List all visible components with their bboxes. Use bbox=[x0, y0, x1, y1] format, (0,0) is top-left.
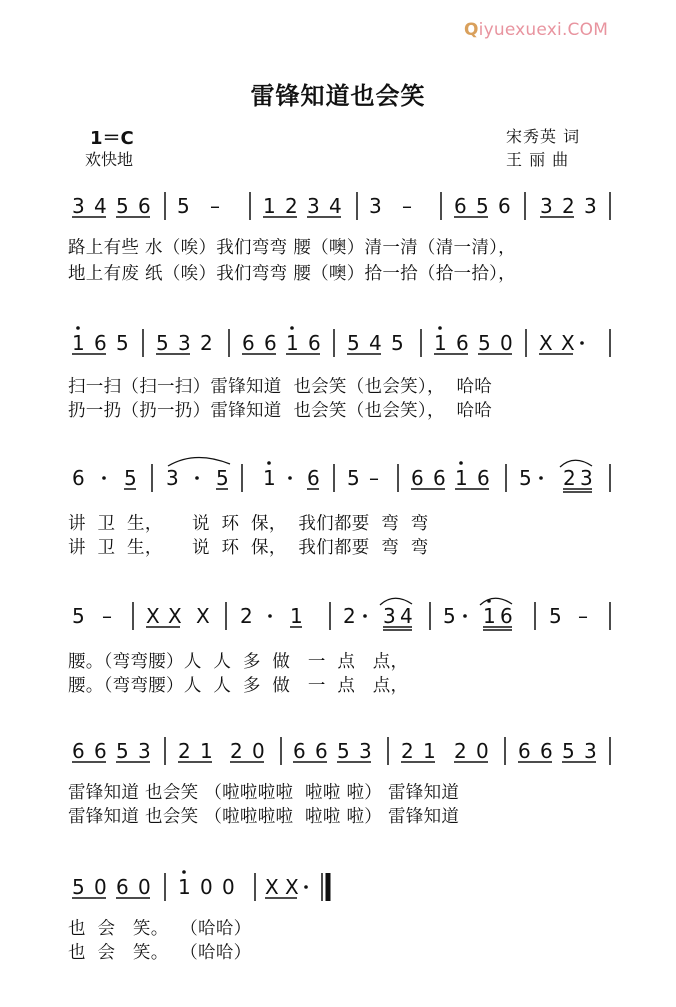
svg-text:6: 6 bbox=[500, 604, 513, 628]
svg-text:3: 3 bbox=[584, 194, 597, 218]
svg-text:5: 5 bbox=[116, 331, 129, 355]
score-system-3 bbox=[0, 458, 676, 598]
svg-text:X: X bbox=[561, 331, 575, 355]
svg-text:1: 1 bbox=[434, 331, 447, 355]
lyricist-credit: 宋秀英 词 bbox=[506, 127, 581, 146]
notation-line-6 bbox=[0, 867, 676, 907]
svg-text:5: 5 bbox=[443, 604, 456, 628]
svg-text:3: 3 bbox=[138, 739, 151, 763]
svg-text:6: 6 bbox=[72, 466, 85, 490]
measure-5 bbox=[434, 326, 513, 355]
measure-6 bbox=[539, 331, 584, 355]
svg-text:3: 3 bbox=[383, 604, 396, 628]
svg-text:6: 6 bbox=[411, 466, 424, 490]
svg-text:6: 6 bbox=[454, 194, 467, 218]
svg-text:6: 6 bbox=[138, 194, 151, 218]
svg-text:0: 0 bbox=[476, 739, 489, 763]
watermark-q: Q bbox=[464, 20, 479, 40]
svg-text:5: 5 bbox=[116, 194, 129, 218]
svg-text:5: 5 bbox=[549, 604, 562, 628]
svg-text:–: – bbox=[578, 604, 588, 628]
svg-text:–: – bbox=[210, 194, 220, 218]
svg-text:0: 0 bbox=[94, 875, 107, 899]
svg-text:3: 3 bbox=[369, 194, 382, 218]
svg-text:X: X bbox=[539, 331, 553, 355]
svg-text:2: 2 bbox=[240, 604, 253, 628]
svg-text:5: 5 bbox=[391, 331, 404, 355]
measure-6 bbox=[540, 194, 597, 218]
svg-text:5: 5 bbox=[177, 194, 190, 218]
svg-text:1: 1 bbox=[178, 875, 191, 899]
svg-text:5: 5 bbox=[519, 466, 532, 490]
lyric-verse-2: 雷锋知道 也会笑 （啦啦啦啦 啦啦 啦） 雷锋知道 bbox=[68, 807, 460, 827]
svg-text:3: 3 bbox=[166, 466, 179, 490]
svg-text:–: – bbox=[102, 604, 112, 628]
score-system-2 bbox=[0, 323, 676, 463]
svg-text:1: 1 bbox=[455, 466, 468, 490]
measure-1 bbox=[72, 194, 151, 218]
svg-text:3: 3 bbox=[584, 739, 597, 763]
notation-line-3 bbox=[0, 458, 676, 498]
svg-text:6: 6 bbox=[307, 466, 320, 490]
svg-text:5: 5 bbox=[216, 466, 229, 490]
svg-text:6: 6 bbox=[540, 739, 553, 763]
svg-text:6: 6 bbox=[264, 331, 277, 355]
svg-text:3: 3 bbox=[307, 194, 320, 218]
svg-text:0: 0 bbox=[138, 875, 151, 899]
svg-text:2: 2 bbox=[178, 739, 191, 763]
score-system-1 bbox=[0, 186, 676, 326]
svg-text:6: 6 bbox=[477, 466, 490, 490]
svg-text:1: 1 bbox=[290, 604, 303, 628]
svg-text:0: 0 bbox=[222, 875, 235, 899]
lyric-verse-2: 地上有废 纸（唉）我们弯弯 腰（噢）拾一拾（拾一拾）， bbox=[68, 264, 516, 284]
svg-text:6: 6 bbox=[94, 331, 107, 355]
svg-text:X: X bbox=[168, 604, 182, 628]
svg-text:5: 5 bbox=[347, 331, 360, 355]
svg-text:1: 1 bbox=[263, 466, 276, 490]
svg-text:6: 6 bbox=[518, 739, 531, 763]
svg-text:2: 2 bbox=[200, 331, 213, 355]
svg-text:5: 5 bbox=[478, 331, 491, 355]
measure-2 bbox=[178, 870, 235, 899]
lyric-verse-1: 腰。（弯弯腰）人 人 多 做 一 点 点， bbox=[68, 652, 409, 672]
svg-text:2: 2 bbox=[401, 739, 414, 763]
measure-3 bbox=[242, 326, 321, 355]
svg-text:6: 6 bbox=[242, 331, 255, 355]
svg-text:–: – bbox=[369, 466, 379, 490]
measure-5 bbox=[518, 739, 597, 763]
svg-text:4: 4 bbox=[369, 331, 382, 355]
svg-text:6: 6 bbox=[498, 194, 511, 218]
measure-5 bbox=[443, 598, 513, 630]
svg-text:1: 1 bbox=[423, 739, 436, 763]
lyric-verse-2: 腰。（弯弯腰）人 人 多 做 一 点 点， bbox=[68, 676, 409, 696]
svg-text:4: 4 bbox=[329, 194, 342, 218]
composer-credit: 王 丽 曲 bbox=[506, 150, 570, 169]
svg-text:0: 0 bbox=[500, 331, 513, 355]
svg-text:5: 5 bbox=[72, 604, 85, 628]
svg-text:2: 2 bbox=[230, 739, 243, 763]
lyric-verse-1: 雷锋知道 也会笑 （啦啦啦啦 啦啦 啦） 雷锋知道 bbox=[68, 783, 460, 803]
score-system-4 bbox=[0, 596, 676, 736]
svg-text:–: – bbox=[402, 194, 412, 218]
svg-text:1: 1 bbox=[483, 604, 496, 628]
lyric-verse-2: 扔一扔（扔一扔）雷锋知道 也会笑（也会笑）， 哈哈 bbox=[68, 401, 493, 421]
svg-text:5: 5 bbox=[562, 739, 575, 763]
svg-text:3: 3 bbox=[178, 331, 191, 355]
measure-3 bbox=[240, 604, 303, 628]
svg-text:2: 2 bbox=[563, 466, 576, 490]
measure-5 bbox=[454, 194, 511, 218]
key-signature: 1＝C bbox=[90, 128, 134, 149]
watermark bbox=[464, 20, 608, 40]
lyric-verse-1: 讲 卫 生， 说 环 保， 我们都要 弯 弯 bbox=[68, 514, 429, 534]
svg-text:4: 4 bbox=[94, 194, 107, 218]
measure-6 bbox=[549, 604, 588, 628]
notation-line-1 bbox=[0, 186, 676, 226]
svg-text:6: 6 bbox=[315, 739, 328, 763]
svg-text:5: 5 bbox=[347, 466, 360, 490]
measure-1 bbox=[72, 604, 112, 628]
lyric-verse-2: 讲 卫 生， 说 环 保， 我们都要 弯 弯 bbox=[68, 538, 429, 558]
measure-2 bbox=[177, 194, 220, 218]
tempo-marking: 欢快地 bbox=[85, 150, 134, 169]
svg-text:6: 6 bbox=[72, 739, 85, 763]
notation-line-4 bbox=[0, 596, 676, 636]
svg-text:3: 3 bbox=[540, 194, 553, 218]
svg-text:6: 6 bbox=[94, 739, 107, 763]
svg-text:5: 5 bbox=[116, 739, 129, 763]
measure-4 bbox=[347, 331, 404, 355]
svg-text:2: 2 bbox=[562, 194, 575, 218]
measure-1 bbox=[72, 739, 151, 763]
svg-text:6: 6 bbox=[293, 739, 306, 763]
lyric-verse-1: 也 会 笑。 （哈哈） bbox=[68, 919, 252, 939]
measure-2 bbox=[146, 604, 210, 628]
svg-text:6: 6 bbox=[116, 875, 129, 899]
svg-text:3: 3 bbox=[580, 466, 593, 490]
measure-1 bbox=[72, 875, 151, 899]
svg-text:3: 3 bbox=[359, 739, 372, 763]
svg-text:5: 5 bbox=[156, 331, 169, 355]
svg-text:4: 4 bbox=[400, 604, 413, 628]
svg-text:6: 6 bbox=[433, 466, 446, 490]
measure-4 bbox=[401, 739, 489, 763]
measure-4 bbox=[369, 194, 412, 218]
notation-line-5 bbox=[0, 731, 676, 771]
measure-1 bbox=[72, 326, 129, 355]
svg-text:1: 1 bbox=[200, 739, 213, 763]
svg-text:3: 3 bbox=[72, 194, 85, 218]
svg-text:2: 2 bbox=[454, 739, 467, 763]
svg-text:6: 6 bbox=[456, 331, 469, 355]
svg-text:5: 5 bbox=[476, 194, 489, 218]
svg-text:1: 1 bbox=[286, 331, 299, 355]
song-title: 雷锋知道也会笑 bbox=[250, 81, 426, 110]
svg-text:5: 5 bbox=[337, 739, 350, 763]
lyric-verse-1: 扫一扫（扫一扫）雷锋知道 也会笑（也会笑）， 哈哈 bbox=[68, 377, 493, 397]
notation-line-2 bbox=[0, 323, 676, 363]
svg-text:1: 1 bbox=[72, 331, 85, 355]
measure-3 bbox=[263, 194, 342, 218]
measure-3 bbox=[265, 875, 308, 899]
measure-3 bbox=[263, 461, 320, 490]
measure-2 bbox=[178, 739, 265, 763]
measure-4 bbox=[347, 466, 379, 490]
svg-text:5: 5 bbox=[124, 466, 137, 490]
svg-text:X: X bbox=[146, 604, 160, 628]
svg-text:X: X bbox=[285, 875, 299, 899]
measure-2 bbox=[166, 457, 230, 490]
watermark-domain: iyuexuexi.COM bbox=[478, 20, 609, 40]
measure-2 bbox=[156, 331, 213, 355]
measure-6 bbox=[519, 460, 593, 492]
svg-text:2: 2 bbox=[285, 194, 298, 218]
svg-text:0: 0 bbox=[252, 739, 265, 763]
svg-text:5: 5 bbox=[72, 875, 85, 899]
lyric-verse-1: 路上有些 水（唉）我们弯弯 腰（噢）清一清（清一清）， bbox=[68, 238, 516, 258]
measure-5 bbox=[411, 461, 490, 490]
measure-3 bbox=[293, 739, 372, 763]
svg-text:2: 2 bbox=[343, 604, 356, 628]
svg-text:1: 1 bbox=[263, 194, 276, 218]
lyric-verse-2: 也 会 笑。 （哈哈） bbox=[68, 943, 252, 963]
svg-text:6: 6 bbox=[308, 331, 321, 355]
score-system-5 bbox=[0, 731, 676, 871]
score-system-6 bbox=[0, 867, 676, 1007]
svg-text:X: X bbox=[196, 604, 210, 628]
measure-4 bbox=[343, 598, 413, 630]
measure-1 bbox=[72, 466, 137, 490]
svg-text:X: X bbox=[265, 875, 279, 899]
svg-text:0: 0 bbox=[200, 875, 213, 899]
